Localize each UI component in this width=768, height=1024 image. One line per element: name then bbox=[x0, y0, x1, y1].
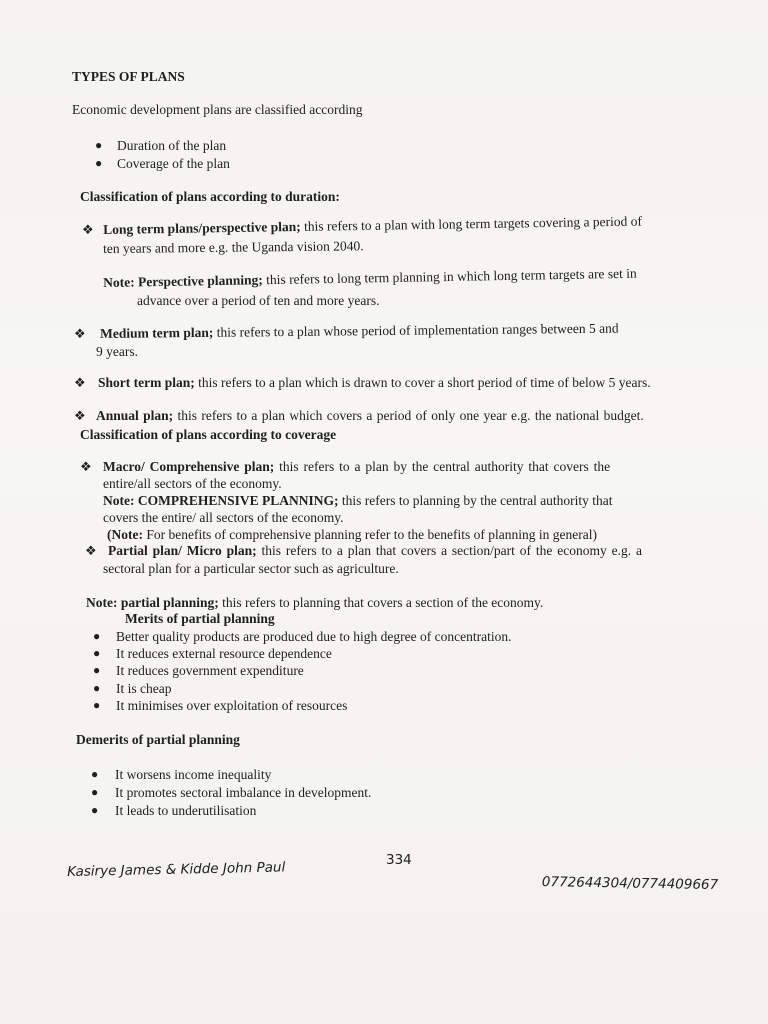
bullet-icon: ● bbox=[93, 681, 101, 695]
bullet-icon: ● bbox=[91, 785, 99, 799]
diamond-bullet-icon: ❖ bbox=[80, 459, 92, 474]
bullet-icon: ● bbox=[95, 156, 103, 170]
note-comprehensive-text: this refers to planning by the central authority that bbox=[338, 493, 613, 508]
note-benefits-label: (Note: bbox=[107, 527, 143, 542]
partial-plan-line bbox=[108, 542, 642, 559]
diamond-bullet-icon: ❖ bbox=[74, 375, 86, 390]
macro-text: this refers to a plan by the central authority that covers the bbox=[274, 459, 611, 474]
page-number: 334 bbox=[386, 852, 412, 868]
annual-text: this refers to a plan which covers a period of only one year e.g. the national budget. bbox=[173, 408, 644, 423]
medium-term-text-cont: 9 years. bbox=[96, 344, 138, 359]
bullet-icon: ● bbox=[95, 138, 103, 152]
demerit-item: It leads to underutilisation bbox=[115, 803, 257, 818]
merit-item: It reduces government expenditure bbox=[116, 663, 304, 678]
partial-text-cont: sectoral plan for a particular sector such as agriculture. bbox=[103, 561, 399, 576]
note-partial-label: Note: partial planning; bbox=[86, 595, 219, 610]
demerits-heading: Demerits of partial planning bbox=[76, 732, 240, 747]
medium-term-label: Medium term plan; bbox=[100, 324, 214, 341]
medium-term-text: this refers to a plan whose period of implementation ranges between 5 and bbox=[213, 320, 619, 340]
partial-label: Partial plan/ Micro plan; bbox=[108, 543, 257, 558]
note-comprehensive-label: Note: COMPREHENSIVE PLANNING; bbox=[103, 493, 339, 508]
intro-bullet: Coverage of the plan bbox=[117, 156, 230, 171]
footer-phone: 0772644304/0774409667 bbox=[541, 874, 719, 894]
bullet-icon: ● bbox=[93, 698, 101, 712]
long-term-text: this refers to a plan with long term targets covering a period of bbox=[300, 213, 643, 234]
note-perspective-label: Note: Perspective planning; bbox=[103, 272, 263, 290]
intro-text: Economic development plans are classified according bbox=[72, 102, 363, 117]
short-term-label: Short term plan; bbox=[98, 375, 195, 390]
merits-heading: Merits of partial planning bbox=[125, 611, 275, 626]
diamond-bullet-icon: ❖ bbox=[85, 543, 97, 558]
diamond-bullet-icon: ❖ bbox=[74, 326, 86, 341]
medium-term-plan-line bbox=[100, 320, 619, 342]
macro-text-cont: entire/all sectors of the economy. bbox=[103, 476, 282, 491]
note-perspective-line bbox=[103, 265, 637, 291]
note-perspective-text-cont: advance over a period of ten and more years. bbox=[137, 293, 380, 308]
note-partial-line bbox=[86, 594, 543, 611]
partial-text: this refers to a plan that covers a section/part of the economy e.g. a bbox=[256, 543, 642, 558]
macro-label: Macro/ Comprehensive plan; bbox=[103, 459, 275, 474]
merit-item: It reduces external resource dependence bbox=[116, 646, 332, 661]
intro-bullet: Duration of the plan bbox=[117, 138, 227, 153]
bullet-icon: ● bbox=[91, 767, 99, 781]
note-comprehensive-line bbox=[103, 492, 613, 509]
merit-item: It minimises over exploitation of resources bbox=[116, 698, 348, 713]
diamond-bullet-icon: ❖ bbox=[82, 222, 94, 237]
merit-item: It is cheap bbox=[116, 681, 172, 696]
annual-plan-line bbox=[96, 407, 644, 424]
bullet-icon: ● bbox=[93, 663, 101, 677]
bullet-icon: ● bbox=[91, 803, 99, 817]
note-benefits-line bbox=[107, 526, 597, 543]
footer-authors: Kasirye James & Kidde John Paul bbox=[67, 859, 286, 880]
short-term-text: this refers to a plan which is drawn to cover a short period of time of below 5 years. bbox=[194, 375, 651, 390]
demerit-item: It promotes sectoral imbalance in development. bbox=[115, 785, 372, 800]
note-perspective-text: this refers to long term planning in which long term targets are set in bbox=[262, 265, 637, 288]
diamond-bullet-icon: ❖ bbox=[74, 408, 86, 423]
note-partial-text: this refers to planning that covers a section of the economy. bbox=[218, 595, 544, 610]
duration-heading: Classification of plans according to duration: bbox=[80, 189, 340, 204]
long-term-text-cont: ten years and more e.g. the Uganda vision 2040. bbox=[103, 238, 364, 256]
bullet-icon: ● bbox=[93, 629, 101, 643]
long-term-plan-line bbox=[103, 213, 642, 238]
note-benefits-text: For benefits of comprehensive planning refer to the benefits of planning in general) bbox=[142, 527, 597, 542]
merit-item: Better quality products are produced due to high degree of concentration. bbox=[116, 629, 512, 644]
long-term-label: Long term plans/perspective plan; bbox=[103, 218, 301, 237]
note-comprehensive-text-cont: covers the entire/ all sectors of the economy. bbox=[103, 510, 344, 525]
coverage-heading: Classification of plans according to coverage bbox=[80, 427, 337, 442]
annual-label: Annual plan; bbox=[96, 408, 174, 423]
demerit-item: It worsens income inequality bbox=[115, 767, 272, 782]
short-term-plan-line bbox=[98, 374, 651, 391]
bullet-icon: ● bbox=[93, 646, 101, 660]
page-title: TYPES OF PLANS bbox=[72, 69, 185, 84]
macro-plan-line bbox=[103, 458, 610, 475]
